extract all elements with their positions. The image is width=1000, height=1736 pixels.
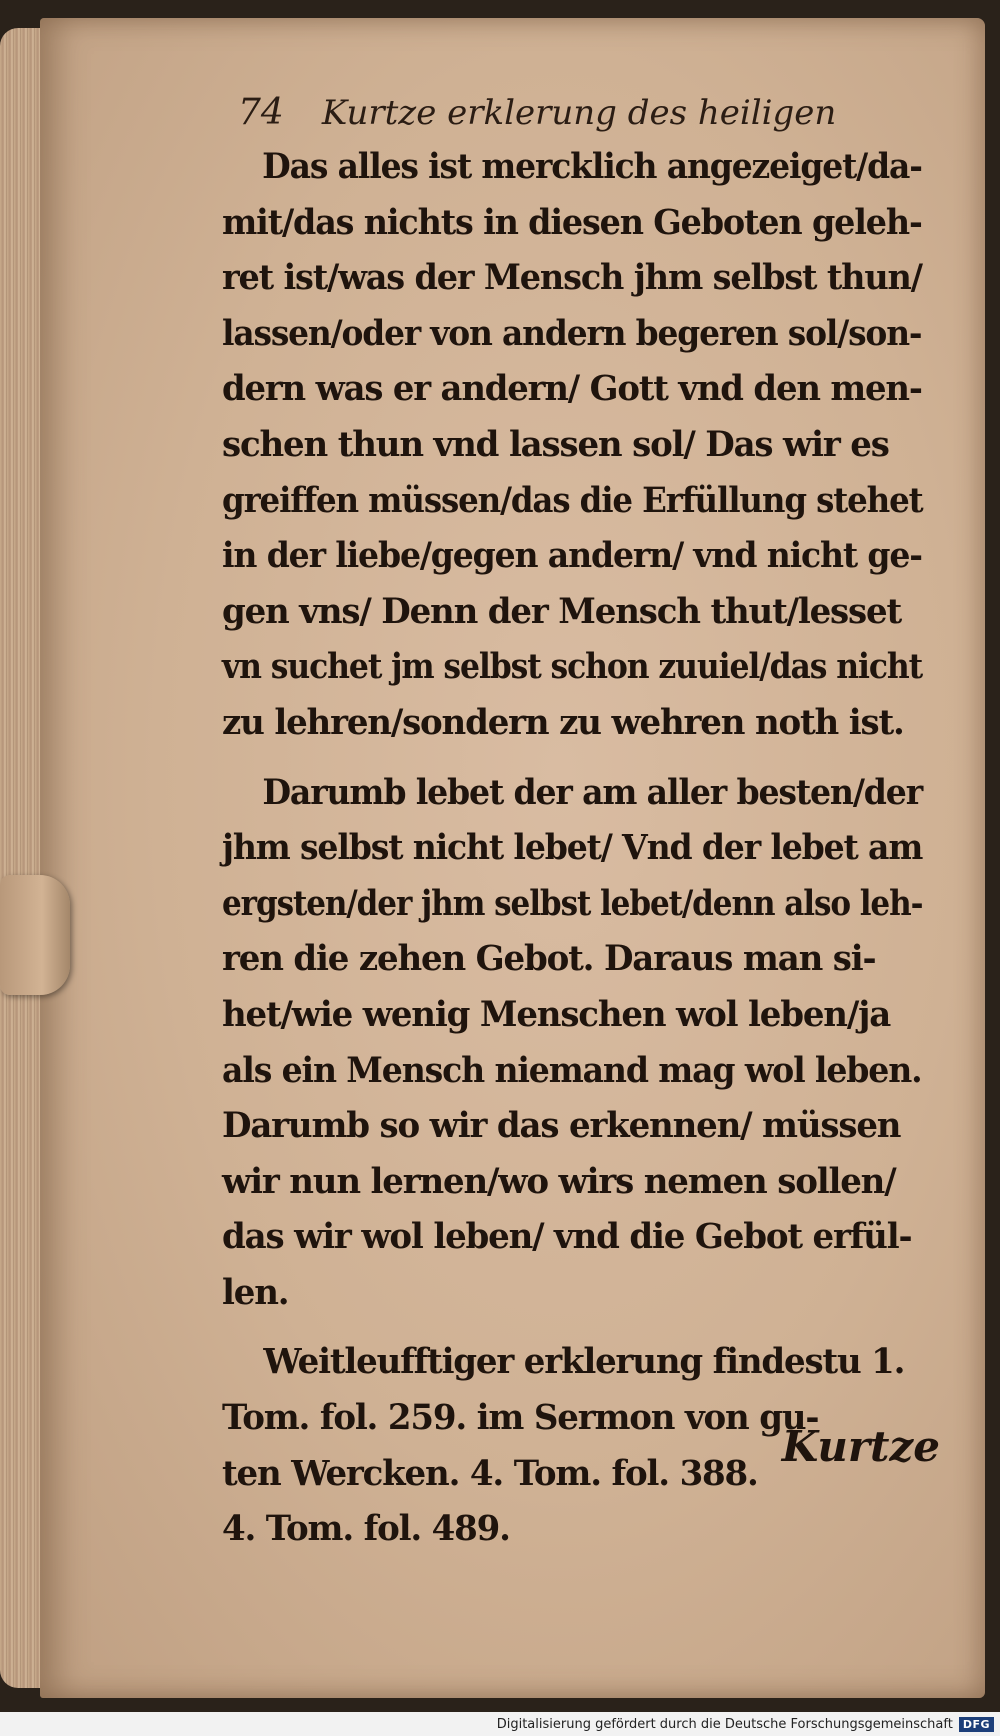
book-clasp	[0, 875, 70, 995]
text-line: ergsten/der jhm selbst lebet/denn also leh-	[222, 883, 923, 924]
text-line: len.	[222, 1272, 289, 1313]
text-line: Weitleufftiger erklerung findestu 1.	[263, 1342, 905, 1383]
funding-credit: Digitalisierung gefördert durch die Deutsche Forschungsgemeinschaft	[496, 1716, 953, 1732]
catchword: Kurtze	[781, 1422, 940, 1471]
paragraph-gap	[222, 752, 932, 766]
text-line: dern was er andern/ Gott vnd den men-	[222, 369, 922, 410]
running-title: Kurtze erklerung des heiligen	[321, 93, 837, 133]
text-line: Tom. fol. 259. im Sermon von gu-	[222, 1398, 819, 1439]
text-line: 4. Tom. fol. 489.	[222, 1509, 510, 1550]
text-line: in der liebe/gegen andern/ vnd nicht ge-	[222, 536, 922, 577]
text-line: lassen/oder von andern begeren sol/son-	[222, 313, 922, 354]
text-line: ten Wercken. 4. Tom. fol. 388.	[222, 1453, 758, 1494]
text-line: gen vns/ Denn der Mensch thut/lesset	[222, 591, 901, 632]
text-line: schen thun vnd lassen sol/ Das wir es	[222, 424, 889, 465]
page-number: 74	[238, 92, 284, 133]
footer-bar	[0, 1712, 1000, 1736]
text-line: het/wie wenig Menschen wol leben/ja	[222, 994, 891, 1035]
running-head	[238, 92, 858, 142]
text-line: Darumb lebet der am aller besten/der	[262, 772, 923, 813]
paragraph	[222, 140, 932, 752]
text-line: mit/das nichts in diesen Geboten geleh-	[222, 202, 922, 243]
text-line: Darumb so wir das erkennen/ müssen	[222, 1106, 901, 1147]
text-line: das wir wol leben/ vnd die Gebot erfül-	[222, 1217, 912, 1258]
text-line: wir nun lernen/wo wirs nemen sollen/	[222, 1161, 896, 1202]
paragraph-list	[222, 140, 932, 1558]
text-line: vn suchet jm selbst schon zuuiel/das nicht	[222, 647, 923, 688]
paragraph-gap	[222, 1321, 932, 1335]
dfg-logo: DFG	[959, 1717, 994, 1732]
text-line: zu lehren/sondern zu wehren noth ist.	[222, 702, 904, 743]
text-line: ret ist/was der Mensch jhm selbst thun/	[222, 258, 922, 299]
text-line: jhm selbst nicht lebet/ Vnd der lebet am	[222, 828, 923, 869]
text-line: ren die zehen Gebot. Daraus man si-	[222, 939, 876, 980]
text-line: greiffen müssen/das die Erfüllung stehet	[222, 480, 923, 521]
text-line: als ein Mensch niemand mag wol leben.	[222, 1050, 922, 1091]
text-line: Das alles ist mercklich angezeiget/da-	[262, 147, 922, 187]
paragraph	[222, 766, 932, 1322]
body-text	[222, 140, 932, 1558]
